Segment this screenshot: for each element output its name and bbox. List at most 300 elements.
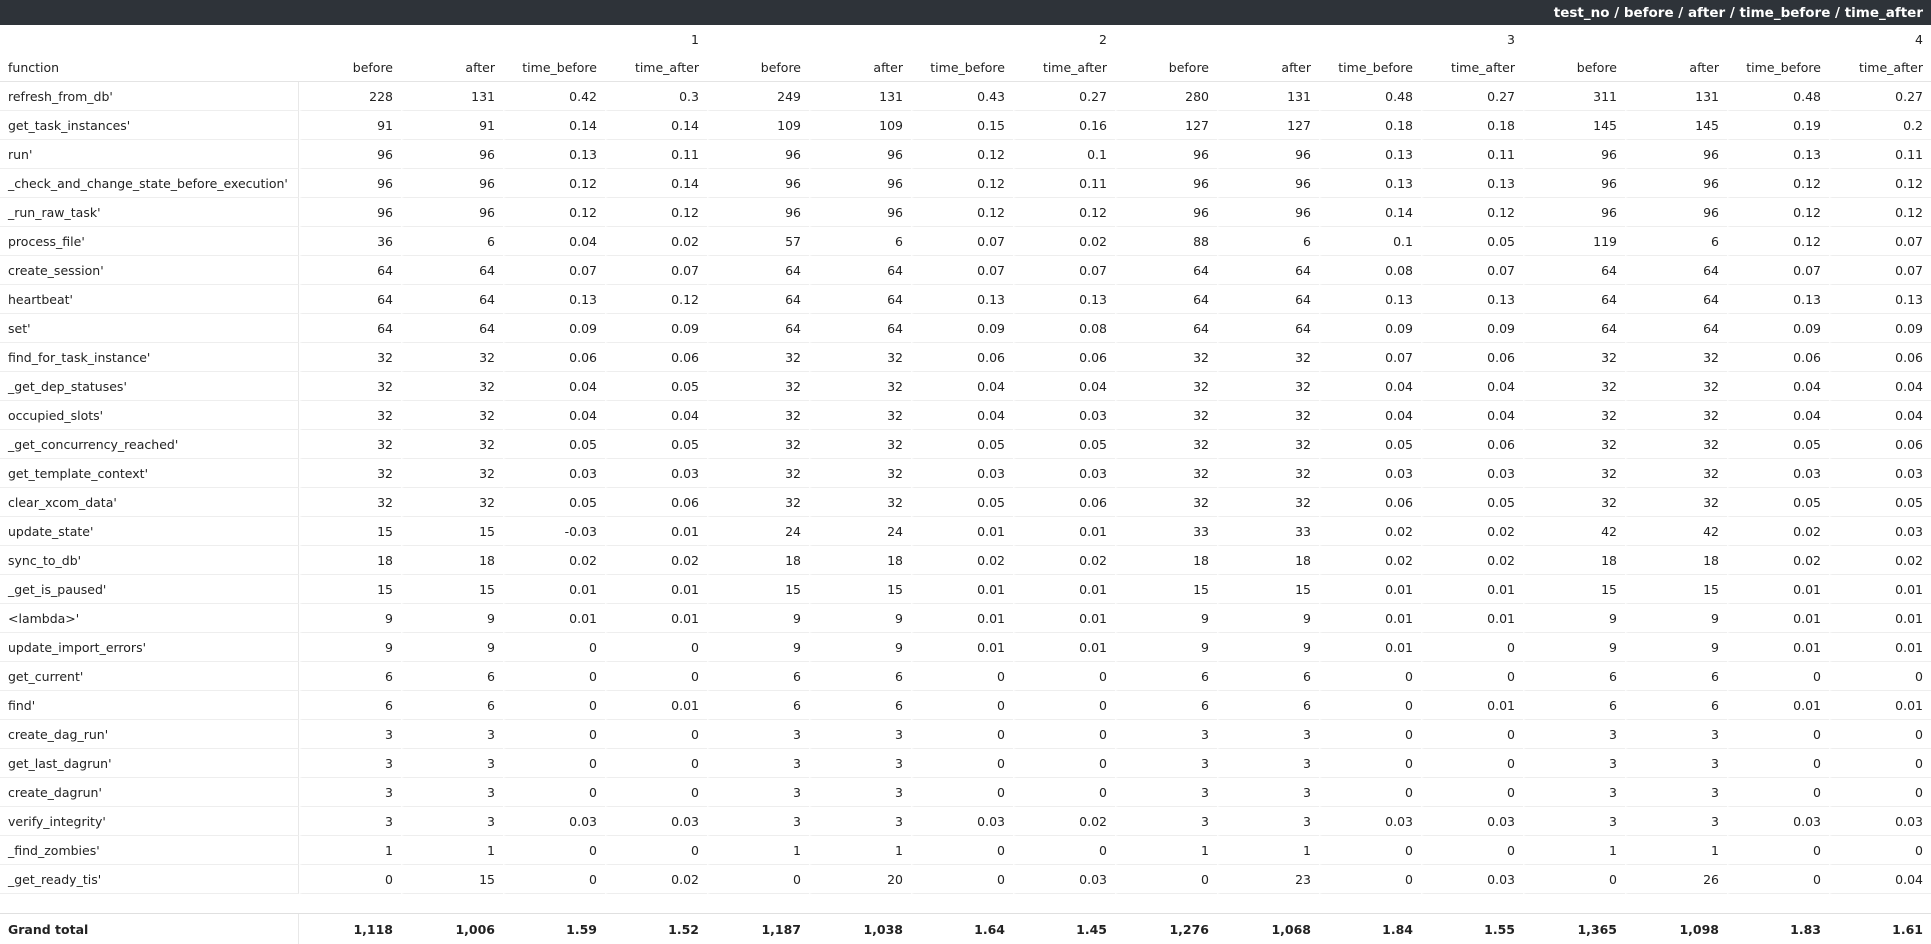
value-cell: 0	[1727, 662, 1829, 691]
value-cell: 32	[1115, 372, 1217, 401]
value-cell: 0	[503, 633, 605, 662]
value-cell: 0.13	[1421, 285, 1523, 314]
value-cell: 6	[1217, 691, 1319, 720]
value-cell: 0.01	[1829, 691, 1931, 720]
function-name-cell: _get_concurrency_reached'	[0, 430, 299, 459]
value-cell: 0.05	[605, 372, 707, 401]
spacer-cell	[1727, 894, 1829, 914]
function-name-cell: _run_raw_task'	[0, 198, 299, 227]
value-cell: 6	[809, 227, 911, 256]
value-cell: 0	[1013, 691, 1115, 720]
value-cell: 0.07	[1727, 256, 1829, 285]
value-cell: 91	[401, 111, 503, 140]
value-cell: 0.08	[1319, 256, 1421, 285]
value-cell: 32	[1625, 430, 1727, 459]
value-cell: 3	[1625, 778, 1727, 807]
column-header-before[interactable]: before	[707, 53, 809, 82]
value-cell: 0.27	[1421, 82, 1523, 111]
value-cell: 0.02	[1319, 546, 1421, 575]
value-cell: 64	[1217, 256, 1319, 285]
value-cell: 0.06	[503, 343, 605, 372]
column-header-after[interactable]: after	[1625, 53, 1727, 82]
group-spacer-cell	[1727, 25, 1829, 53]
function-name-cell: get_current'	[0, 662, 299, 691]
value-cell: 9	[1523, 633, 1625, 662]
value-cell: 0.07	[503, 256, 605, 285]
value-cell: 0.03	[503, 459, 605, 488]
value-cell: 109	[707, 111, 809, 140]
spacer-cell	[1013, 894, 1115, 914]
value-cell: 32	[809, 343, 911, 372]
group-header-row	[0, 25, 1931, 53]
value-cell: 0.03	[911, 807, 1013, 836]
value-cell: 18	[1115, 546, 1217, 575]
value-cell: 0	[707, 865, 809, 894]
value-cell: 9	[401, 633, 503, 662]
value-cell: 0.03	[1421, 865, 1523, 894]
value-cell: 96	[1217, 140, 1319, 169]
value-cell: 32	[1217, 459, 1319, 488]
table-row	[0, 807, 1931, 836]
function-name-cell: update_state'	[0, 517, 299, 546]
value-cell: 0.13	[1829, 285, 1931, 314]
value-cell: 0.13	[503, 140, 605, 169]
total-value-cell: 1.59	[503, 914, 605, 944]
value-cell: 0.07	[911, 256, 1013, 285]
value-cell: 0.02	[1013, 807, 1115, 836]
group-spacer-cell	[1319, 25, 1421, 53]
value-cell: 32	[299, 488, 401, 517]
value-cell: 0.43	[911, 82, 1013, 111]
value-cell: 0.13	[1319, 169, 1421, 198]
value-cell: 0.02	[911, 546, 1013, 575]
value-cell: 0.11	[1013, 169, 1115, 198]
value-cell: 0.02	[605, 546, 707, 575]
spacer-cell	[1217, 894, 1319, 914]
column-header-before[interactable]: before	[1523, 53, 1625, 82]
group-spacer-cell	[299, 25, 401, 53]
column-header-time-before[interactable]: time_before	[911, 53, 1013, 82]
value-cell: 0.09	[605, 314, 707, 343]
value-cell: 0.13	[1727, 140, 1829, 169]
table-row	[0, 546, 1931, 575]
function-column-header[interactable]: function	[0, 53, 299, 82]
value-cell: 0.03	[1829, 807, 1931, 836]
value-cell: 0.01	[1319, 604, 1421, 633]
value-cell: 64	[299, 285, 401, 314]
value-cell: 0	[1319, 865, 1421, 894]
value-cell: 0.06	[911, 343, 1013, 372]
value-cell: 0.06	[1829, 430, 1931, 459]
spacer-cell	[1523, 894, 1625, 914]
value-cell: 0	[503, 662, 605, 691]
value-cell: 32	[1625, 401, 1727, 430]
value-cell: 0.05	[1421, 488, 1523, 517]
value-cell: 1	[1523, 836, 1625, 865]
value-cell: 0.05	[605, 430, 707, 459]
column-header-after[interactable]: after	[401, 53, 503, 82]
value-cell: 0.04	[1319, 401, 1421, 430]
value-cell: 0.05	[1727, 430, 1829, 459]
value-cell: 32	[1115, 459, 1217, 488]
value-cell: 0.03	[1727, 459, 1829, 488]
value-cell: 0.12	[503, 198, 605, 227]
value-cell: 1	[1217, 836, 1319, 865]
value-cell: 0	[1013, 836, 1115, 865]
value-cell: 32	[299, 401, 401, 430]
value-cell: 9	[1115, 604, 1217, 633]
value-cell: 15	[1217, 575, 1319, 604]
function-name-cell: occupied_slots'	[0, 401, 299, 430]
value-cell: 127	[1217, 111, 1319, 140]
table-row	[0, 82, 1931, 111]
value-cell: 0	[299, 865, 401, 894]
value-cell: 3	[299, 720, 401, 749]
value-cell: 109	[809, 111, 911, 140]
value-cell: 32	[1115, 401, 1217, 430]
table-row	[0, 778, 1931, 807]
value-cell: 0	[1727, 836, 1829, 865]
value-cell: 0.03	[1319, 459, 1421, 488]
value-cell: 0.13	[911, 285, 1013, 314]
table-row	[0, 430, 1931, 459]
value-cell: 0.04	[1013, 372, 1115, 401]
value-cell: 64	[401, 314, 503, 343]
value-cell: 64	[299, 256, 401, 285]
value-cell: 20	[809, 865, 911, 894]
value-cell: 0.01	[1727, 691, 1829, 720]
value-cell: 42	[1523, 517, 1625, 546]
value-cell: 3	[809, 778, 911, 807]
function-name-cell: create_session'	[0, 256, 299, 285]
value-cell: 32	[401, 459, 503, 488]
value-cell: 0	[1829, 720, 1931, 749]
value-cell: 96	[1523, 198, 1625, 227]
column-header-time-after[interactable]: time_after	[1013, 53, 1115, 82]
value-cell: 0.04	[911, 372, 1013, 401]
value-cell: 64	[1625, 256, 1727, 285]
value-cell: 32	[707, 430, 809, 459]
value-cell: 0.48	[1319, 82, 1421, 111]
value-cell: 0.03	[1829, 459, 1931, 488]
spacer-cell	[299, 894, 401, 914]
value-cell: 9	[1625, 633, 1727, 662]
value-cell: 15	[707, 575, 809, 604]
value-cell: 131	[1217, 82, 1319, 111]
value-cell: 0.04	[1829, 372, 1931, 401]
value-cell: 0.42	[503, 82, 605, 111]
spacer-cell	[809, 894, 911, 914]
function-name-cell: _get_dep_statuses'	[0, 372, 299, 401]
value-cell: 280	[1115, 82, 1217, 111]
column-header-time-before[interactable]: time_before	[1319, 53, 1421, 82]
table-header-bar	[0, 0, 1931, 25]
value-cell: 0.03	[1319, 807, 1421, 836]
value-cell: 0.07	[1829, 256, 1931, 285]
value-cell: 0	[1013, 749, 1115, 778]
table-row	[0, 227, 1931, 256]
value-cell: 0.05	[503, 488, 605, 517]
value-cell: 3	[1625, 749, 1727, 778]
table-row	[0, 836, 1931, 865]
value-cell: 0.04	[503, 372, 605, 401]
value-cell: 3	[1115, 749, 1217, 778]
value-cell: 0.03	[1421, 459, 1523, 488]
value-cell: 0.11	[1421, 140, 1523, 169]
table-row	[0, 749, 1931, 778]
table-row	[0, 662, 1931, 691]
value-cell: 0.04	[605, 401, 707, 430]
value-cell: 0.01	[1421, 575, 1523, 604]
column-header-time-after[interactable]: time_after	[1421, 53, 1523, 82]
value-cell: 0.07	[1421, 256, 1523, 285]
value-cell: 0	[1829, 662, 1931, 691]
value-cell: 3	[707, 720, 809, 749]
value-cell: 15	[809, 575, 911, 604]
value-cell: 0.12	[1829, 169, 1931, 198]
table-row	[0, 691, 1931, 720]
value-cell: 3	[1217, 749, 1319, 778]
value-cell: 15	[401, 517, 503, 546]
value-cell: 0.2	[1829, 111, 1931, 140]
value-cell: 0	[605, 720, 707, 749]
function-name-cell: _get_ready_tis'	[0, 865, 299, 894]
value-cell: 0.14	[503, 111, 605, 140]
value-cell: 0	[1319, 836, 1421, 865]
value-cell: 32	[299, 343, 401, 372]
value-cell: 0.01	[1013, 575, 1115, 604]
value-cell: 0.03	[605, 807, 707, 836]
value-cell: 64	[707, 256, 809, 285]
value-cell: 91	[299, 111, 401, 140]
column-header-time-after[interactable]: time_after	[1829, 53, 1931, 82]
value-cell: 32	[1217, 430, 1319, 459]
column-header-time-before[interactable]: time_before	[1727, 53, 1829, 82]
column-header-after[interactable]: after	[1217, 53, 1319, 82]
value-cell: 9	[299, 633, 401, 662]
value-cell: 18	[299, 546, 401, 575]
value-cell: 0	[911, 662, 1013, 691]
column-header-time-before[interactable]: time_before	[503, 53, 605, 82]
column-header-before[interactable]: before	[299, 53, 401, 82]
group-label-cell: 1	[691, 31, 699, 47]
value-cell: 64	[809, 314, 911, 343]
value-cell: 64	[401, 285, 503, 314]
total-value-cell: 1,187	[707, 914, 809, 944]
spacer-cell	[911, 894, 1013, 914]
value-cell: 96	[707, 169, 809, 198]
value-cell: 18	[707, 546, 809, 575]
value-cell: 0.09	[1829, 314, 1931, 343]
value-cell: 3	[1115, 720, 1217, 749]
value-cell: 0	[1421, 749, 1523, 778]
value-cell: 0.01	[605, 575, 707, 604]
value-cell: 96	[1115, 140, 1217, 169]
value-cell: 15	[299, 575, 401, 604]
value-cell: 96	[401, 169, 503, 198]
value-cell: 96	[707, 198, 809, 227]
column-header-after[interactable]: after	[809, 53, 911, 82]
value-cell: 131	[1625, 82, 1727, 111]
value-cell: 0.12	[1421, 198, 1523, 227]
value-cell: 0.01	[911, 517, 1013, 546]
value-cell: 0.02	[605, 865, 707, 894]
value-cell: 32	[1625, 343, 1727, 372]
value-cell: 119	[1523, 227, 1625, 256]
value-cell: 0.09	[503, 314, 605, 343]
table-row	[0, 372, 1931, 401]
value-cell: 0.07	[1319, 343, 1421, 372]
value-cell: 32	[401, 343, 503, 372]
value-cell: 249	[707, 82, 809, 111]
value-cell: 0	[503, 720, 605, 749]
table-row	[0, 285, 1931, 314]
value-cell: 0.03	[1421, 807, 1523, 836]
value-cell: 96	[1217, 169, 1319, 198]
value-cell: 0.01	[503, 604, 605, 633]
value-cell: 0	[1319, 662, 1421, 691]
value-cell: 228	[299, 82, 401, 111]
value-cell: 24	[809, 517, 911, 546]
value-cell: 0.01	[1421, 604, 1523, 633]
value-cell: 64	[401, 256, 503, 285]
value-cell: 3	[1217, 807, 1319, 836]
value-cell: 0	[1013, 720, 1115, 749]
table-row	[0, 169, 1931, 198]
column-header-before[interactable]: before	[1115, 53, 1217, 82]
value-cell: 0.02	[1829, 546, 1931, 575]
value-cell: 6	[1115, 691, 1217, 720]
value-cell: 0.1	[1013, 140, 1115, 169]
value-cell: 3	[809, 720, 911, 749]
value-cell: 96	[1625, 169, 1727, 198]
value-cell: 6	[401, 227, 503, 256]
value-cell: 6	[707, 691, 809, 720]
value-cell: 0.01	[1013, 604, 1115, 633]
value-cell: 32	[1523, 459, 1625, 488]
total-value-cell: 1.64	[911, 914, 1013, 944]
value-cell: 15	[1625, 575, 1727, 604]
value-cell: 0	[911, 720, 1013, 749]
value-cell: 32	[707, 343, 809, 372]
value-cell: 9	[299, 604, 401, 633]
value-cell: 0	[911, 836, 1013, 865]
value-cell: 3	[401, 807, 503, 836]
value-cell: 0.05	[1421, 227, 1523, 256]
value-cell: 32	[1523, 488, 1625, 517]
value-cell: 3	[1523, 807, 1625, 836]
spacer-cell	[503, 894, 605, 914]
value-cell: 64	[707, 285, 809, 314]
value-cell: 0.09	[1319, 314, 1421, 343]
column-header-time-after[interactable]: time_after	[605, 53, 707, 82]
value-cell: 0.02	[1319, 517, 1421, 546]
value-cell: 9	[809, 633, 911, 662]
grand-total-row	[0, 914, 1931, 944]
value-cell: 0.03	[1829, 517, 1931, 546]
value-cell: 3	[401, 778, 503, 807]
value-cell: 32	[299, 459, 401, 488]
group-spacer-cell	[1625, 25, 1727, 53]
value-cell: 18	[1523, 546, 1625, 575]
value-cell: 0	[1421, 720, 1523, 749]
group-spacer-cell	[809, 25, 911, 53]
value-cell: 0.01	[1727, 604, 1829, 633]
function-name-cell: create_dag_run'	[0, 720, 299, 749]
value-cell: 0	[1829, 778, 1931, 807]
value-cell: 18	[809, 546, 911, 575]
value-cell: 96	[707, 140, 809, 169]
value-cell: 0	[605, 836, 707, 865]
spacer-cell	[707, 894, 809, 914]
value-cell: 0.06	[1319, 488, 1421, 517]
value-cell: 131	[401, 82, 503, 111]
value-cell: 33	[1115, 517, 1217, 546]
value-cell: 96	[401, 140, 503, 169]
value-cell: 0.05	[911, 430, 1013, 459]
value-cell: 0.06	[1421, 430, 1523, 459]
spacer-cell	[1829, 894, 1931, 914]
value-cell: 0.13	[1727, 285, 1829, 314]
value-cell: 0	[605, 662, 707, 691]
value-cell: 0	[911, 749, 1013, 778]
value-cell: 64	[1217, 314, 1319, 343]
table-row	[0, 401, 1931, 430]
value-cell: 0.13	[1319, 140, 1421, 169]
value-cell: 24	[707, 517, 809, 546]
value-cell: 0.03	[1727, 807, 1829, 836]
value-cell: 3	[401, 720, 503, 749]
group-spacer-cell	[1115, 25, 1217, 53]
value-cell: 96	[1625, 140, 1727, 169]
value-cell: 32	[1523, 401, 1625, 430]
value-cell: 0.14	[1319, 198, 1421, 227]
value-cell: 0	[1829, 749, 1931, 778]
value-cell: 0.06	[605, 488, 707, 517]
value-cell: 6	[1217, 662, 1319, 691]
value-cell: 18	[1625, 546, 1727, 575]
total-value-cell: 1,006	[401, 914, 503, 944]
value-cell: 96	[809, 198, 911, 227]
value-cell: 32	[1523, 372, 1625, 401]
value-cell: 0	[1727, 865, 1829, 894]
value-cell: 145	[1625, 111, 1727, 140]
table-row	[0, 314, 1931, 343]
value-cell: 0.06	[605, 343, 707, 372]
value-cell: 32	[1625, 372, 1727, 401]
value-cell: 0	[1319, 691, 1421, 720]
value-cell: 0.05	[1319, 430, 1421, 459]
function-name-cell: refresh_from_db'	[0, 82, 299, 111]
value-cell: 0.13	[1421, 169, 1523, 198]
value-cell: 0.02	[1013, 546, 1115, 575]
value-cell: 64	[1625, 314, 1727, 343]
value-cell: 0.16	[1013, 111, 1115, 140]
spacer-cell	[1115, 894, 1217, 914]
value-cell: 0	[1115, 865, 1217, 894]
value-cell: 0.12	[911, 198, 1013, 227]
value-cell: 0.01	[911, 575, 1013, 604]
total-value-cell: 1,098	[1625, 914, 1727, 944]
value-cell: 0.12	[1727, 227, 1829, 256]
value-cell: 0.27	[1829, 82, 1931, 111]
value-cell: 0.01	[1319, 633, 1421, 662]
value-cell: 6	[809, 662, 911, 691]
value-cell: 32	[707, 372, 809, 401]
pivot-table	[0, 25, 1931, 944]
value-cell: 3	[809, 749, 911, 778]
value-cell: 0	[1727, 778, 1829, 807]
